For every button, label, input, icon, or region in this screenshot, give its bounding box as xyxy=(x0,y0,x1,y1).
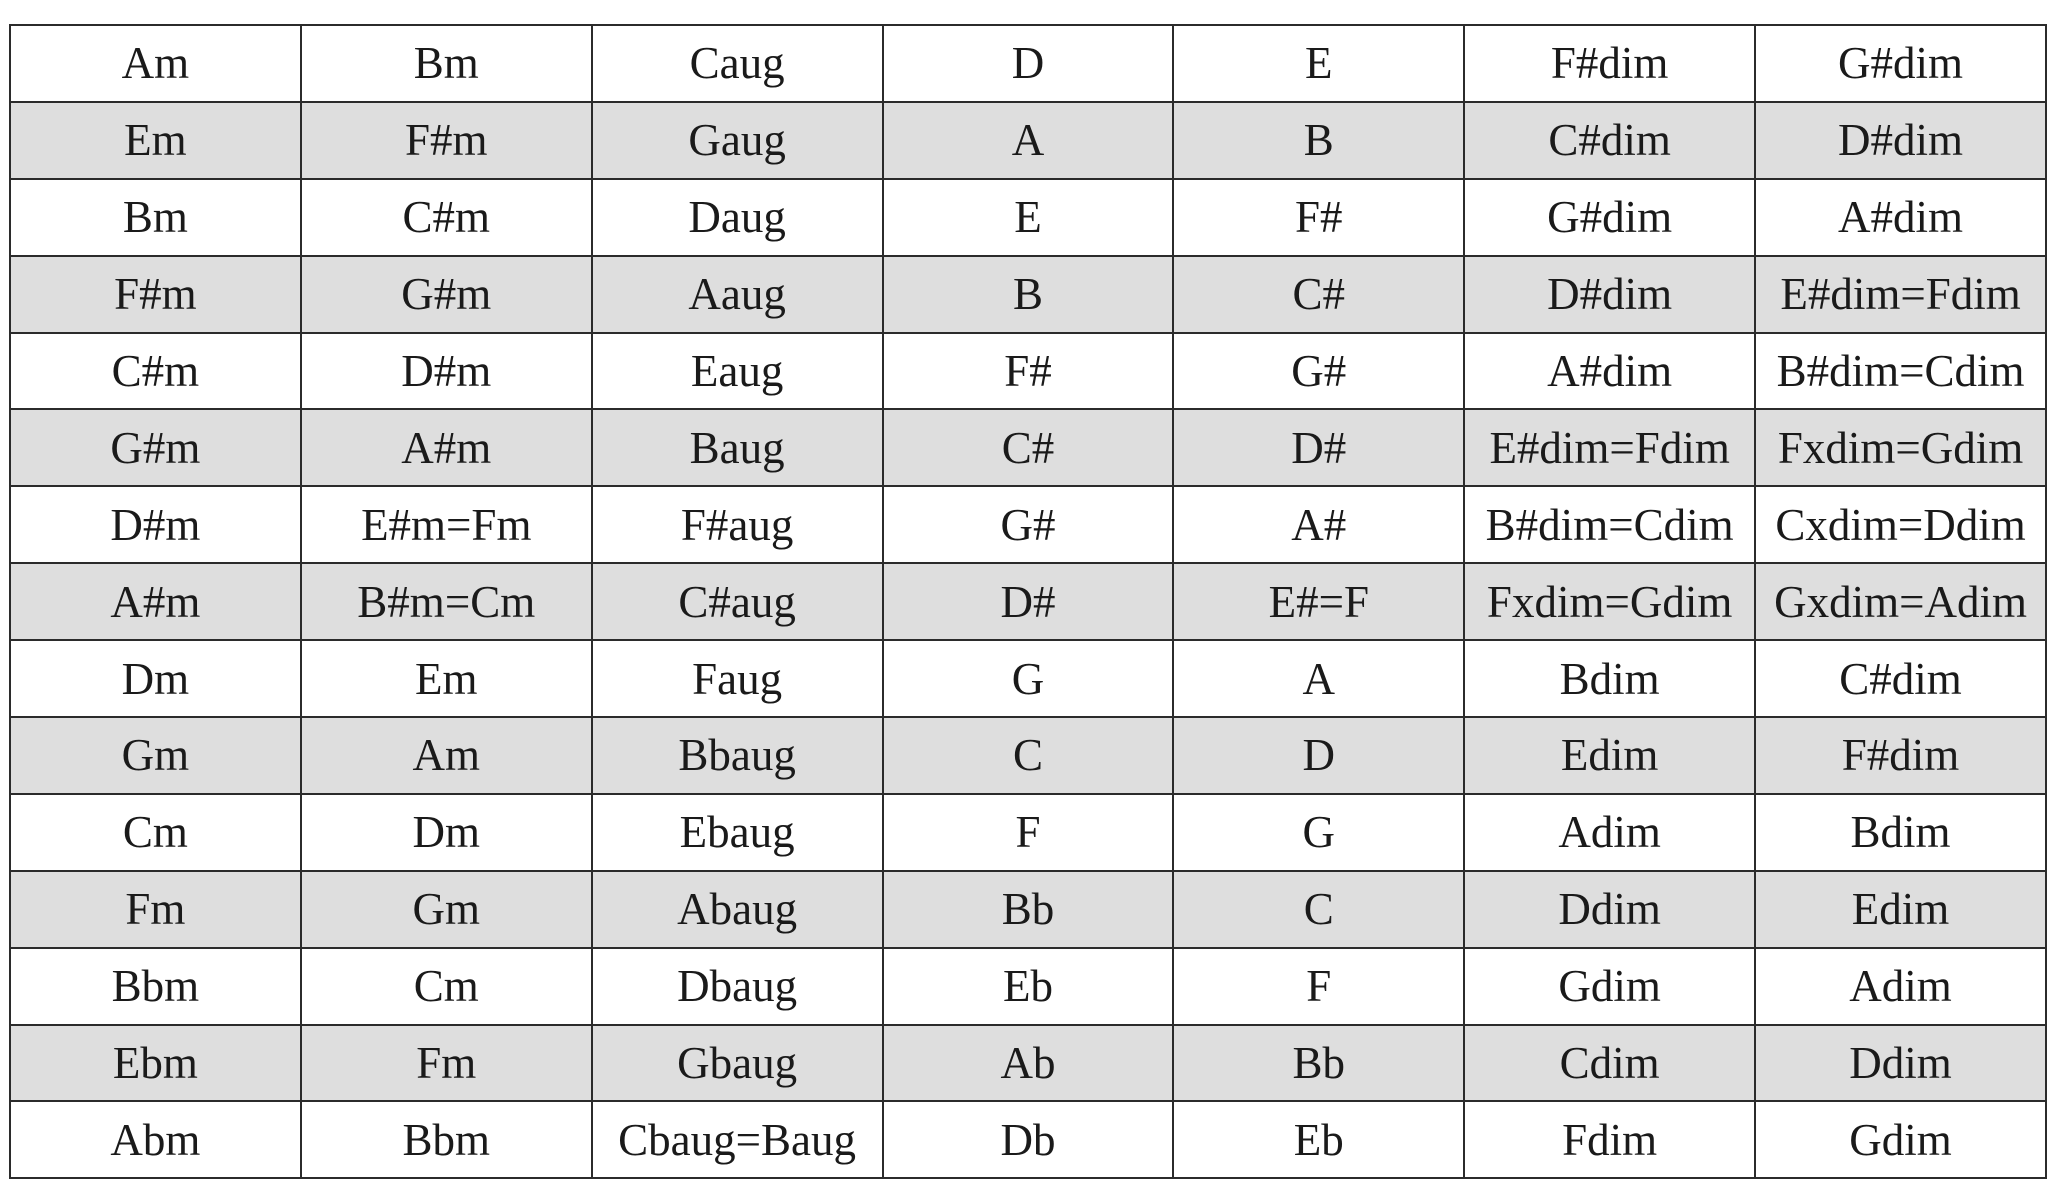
table-cell: Baug xyxy=(592,409,883,486)
table-cell: Dbaug xyxy=(592,948,883,1025)
table-cell: Db xyxy=(883,1101,1174,1178)
table-cell: F xyxy=(883,794,1174,871)
table-cell: D#m xyxy=(301,333,592,410)
table-row xyxy=(10,333,2046,410)
table-cell: A#m xyxy=(301,409,592,486)
table-row xyxy=(10,948,2046,1025)
table-cell: Faug xyxy=(592,640,883,717)
table-cell: Eb xyxy=(1173,1101,1464,1178)
table-cell: E#dim=Fdim xyxy=(1464,409,1755,486)
table-cell: Am xyxy=(10,25,301,102)
table-cell: D#m xyxy=(10,486,301,563)
table-cell: C#m xyxy=(10,333,301,410)
table-row xyxy=(10,1101,2046,1178)
table-cell: F#dim xyxy=(1464,25,1755,102)
table-cell: Em xyxy=(10,102,301,179)
table-cell: G#dim xyxy=(1755,25,2046,102)
table-row xyxy=(10,563,2046,640)
table-cell: Gm xyxy=(10,717,301,794)
table-cell: Bbaug xyxy=(592,717,883,794)
table-cell: Cdim xyxy=(1464,1025,1755,1102)
table-row xyxy=(10,640,2046,717)
table-cell: D xyxy=(883,25,1174,102)
table-cell: Bbm xyxy=(301,1101,592,1178)
table-cell: Adim xyxy=(1464,794,1755,871)
table-cell: Bb xyxy=(1173,1025,1464,1102)
table-cell: A#dim xyxy=(1755,179,2046,256)
table-cell: Abaug xyxy=(592,871,883,948)
table-cell: B xyxy=(883,256,1174,333)
table-cell: Bm xyxy=(301,25,592,102)
table-cell: F#aug xyxy=(592,486,883,563)
table-cell: Dm xyxy=(301,794,592,871)
table-cell: E#dim=Fdim xyxy=(1755,256,2046,333)
table-cell: Bdim xyxy=(1755,794,2046,871)
table-cell: Ddim xyxy=(1464,871,1755,948)
table-cell: A#dim xyxy=(1464,333,1755,410)
table-cell: Ddim xyxy=(1755,1025,2046,1102)
table-row xyxy=(10,1025,2046,1102)
table-cell: Cm xyxy=(301,948,592,1025)
table-cell: E xyxy=(1173,25,1464,102)
table-cell: Eb xyxy=(883,948,1174,1025)
table-cell: Em xyxy=(301,640,592,717)
table-cell: C#dim xyxy=(1464,102,1755,179)
table-cell: B#dim=Cdim xyxy=(1755,333,2046,410)
table-cell: B#m=Cm xyxy=(301,563,592,640)
table-cell: Fxdim=Gdim xyxy=(1464,563,1755,640)
table-cell: G#m xyxy=(301,256,592,333)
table-cell: G# xyxy=(1173,333,1464,410)
table-cell: Gxdim=Adim xyxy=(1755,563,2046,640)
table-row xyxy=(10,717,2046,794)
chord-table xyxy=(9,24,2047,1179)
table-cell: F# xyxy=(1173,179,1464,256)
table-cell: A xyxy=(883,102,1174,179)
table-cell: Aaug xyxy=(592,256,883,333)
table-cell: D# xyxy=(883,563,1174,640)
table-cell: Eaug xyxy=(592,333,883,410)
table-cell: Bdim xyxy=(1464,640,1755,717)
table-row xyxy=(10,794,2046,871)
table-cell: E#m=Fm xyxy=(301,486,592,563)
table-cell: C#aug xyxy=(592,563,883,640)
table-cell: Cm xyxy=(10,794,301,871)
table-cell: F#m xyxy=(301,102,592,179)
table-cell: A# xyxy=(1173,486,1464,563)
table-cell: G# xyxy=(883,486,1174,563)
table-cell: Fm xyxy=(10,871,301,948)
table-row xyxy=(10,256,2046,333)
table-cell: Gaug xyxy=(592,102,883,179)
table-cell: C#m xyxy=(301,179,592,256)
table-row xyxy=(10,871,2046,948)
table-cell: G xyxy=(883,640,1174,717)
table-cell: Bm xyxy=(10,179,301,256)
table-cell: Fm xyxy=(301,1025,592,1102)
table-cell: Bb xyxy=(883,871,1174,948)
table-cell: Gdim xyxy=(1464,948,1755,1025)
table-cell: B xyxy=(1173,102,1464,179)
table-cell: Ebaug xyxy=(592,794,883,871)
table-cell: F#m xyxy=(10,256,301,333)
table-cell: C# xyxy=(883,409,1174,486)
table-cell: Daug xyxy=(592,179,883,256)
table-cell: Dm xyxy=(10,640,301,717)
table-cell: E#=F xyxy=(1173,563,1464,640)
table-cell: Ebm xyxy=(10,1025,301,1102)
table-cell: Abm xyxy=(10,1101,301,1178)
table-cell: Caug xyxy=(592,25,883,102)
table-cell: D#dim xyxy=(1755,102,2046,179)
table-cell: C xyxy=(1173,871,1464,948)
table-cell: C# xyxy=(1173,256,1464,333)
table-cell: G#dim xyxy=(1464,179,1755,256)
table-row xyxy=(10,25,2046,102)
table-cell: F# xyxy=(883,333,1174,410)
table-row xyxy=(10,409,2046,486)
table-cell: Cbaug=Baug xyxy=(592,1101,883,1178)
table-cell: Gm xyxy=(301,871,592,948)
table-cell: Cxdim=Ddim xyxy=(1755,486,2046,563)
table-cell: Bbm xyxy=(10,948,301,1025)
table-row xyxy=(10,179,2046,256)
table-cell: Edim xyxy=(1755,871,2046,948)
table-cell: Gbaug xyxy=(592,1025,883,1102)
table-cell: Gdim xyxy=(1755,1101,2046,1178)
table-cell: A#m xyxy=(10,563,301,640)
table-cell: D# xyxy=(1173,409,1464,486)
table-cell: Am xyxy=(301,717,592,794)
table-cell: B#dim=Cdim xyxy=(1464,486,1755,563)
table-cell: A xyxy=(1173,640,1464,717)
table-cell: D xyxy=(1173,717,1464,794)
table-cell: Fdim xyxy=(1464,1101,1755,1178)
table-row xyxy=(10,486,2046,563)
table-cell: C#dim xyxy=(1755,640,2046,717)
table-cell: Ab xyxy=(883,1025,1174,1102)
table-cell: F xyxy=(1173,948,1464,1025)
table-cell: D#dim xyxy=(1464,256,1755,333)
table-cell: C xyxy=(883,717,1174,794)
table-cell: Edim xyxy=(1464,717,1755,794)
table-row xyxy=(10,102,2046,179)
table-cell: G xyxy=(1173,794,1464,871)
table-cell: G#m xyxy=(10,409,301,486)
table-cell: Adim xyxy=(1755,948,2046,1025)
table-cell: F#dim xyxy=(1755,717,2046,794)
table-cell: E xyxy=(883,179,1174,256)
table-cell: Fxdim=Gdim xyxy=(1755,409,2046,486)
